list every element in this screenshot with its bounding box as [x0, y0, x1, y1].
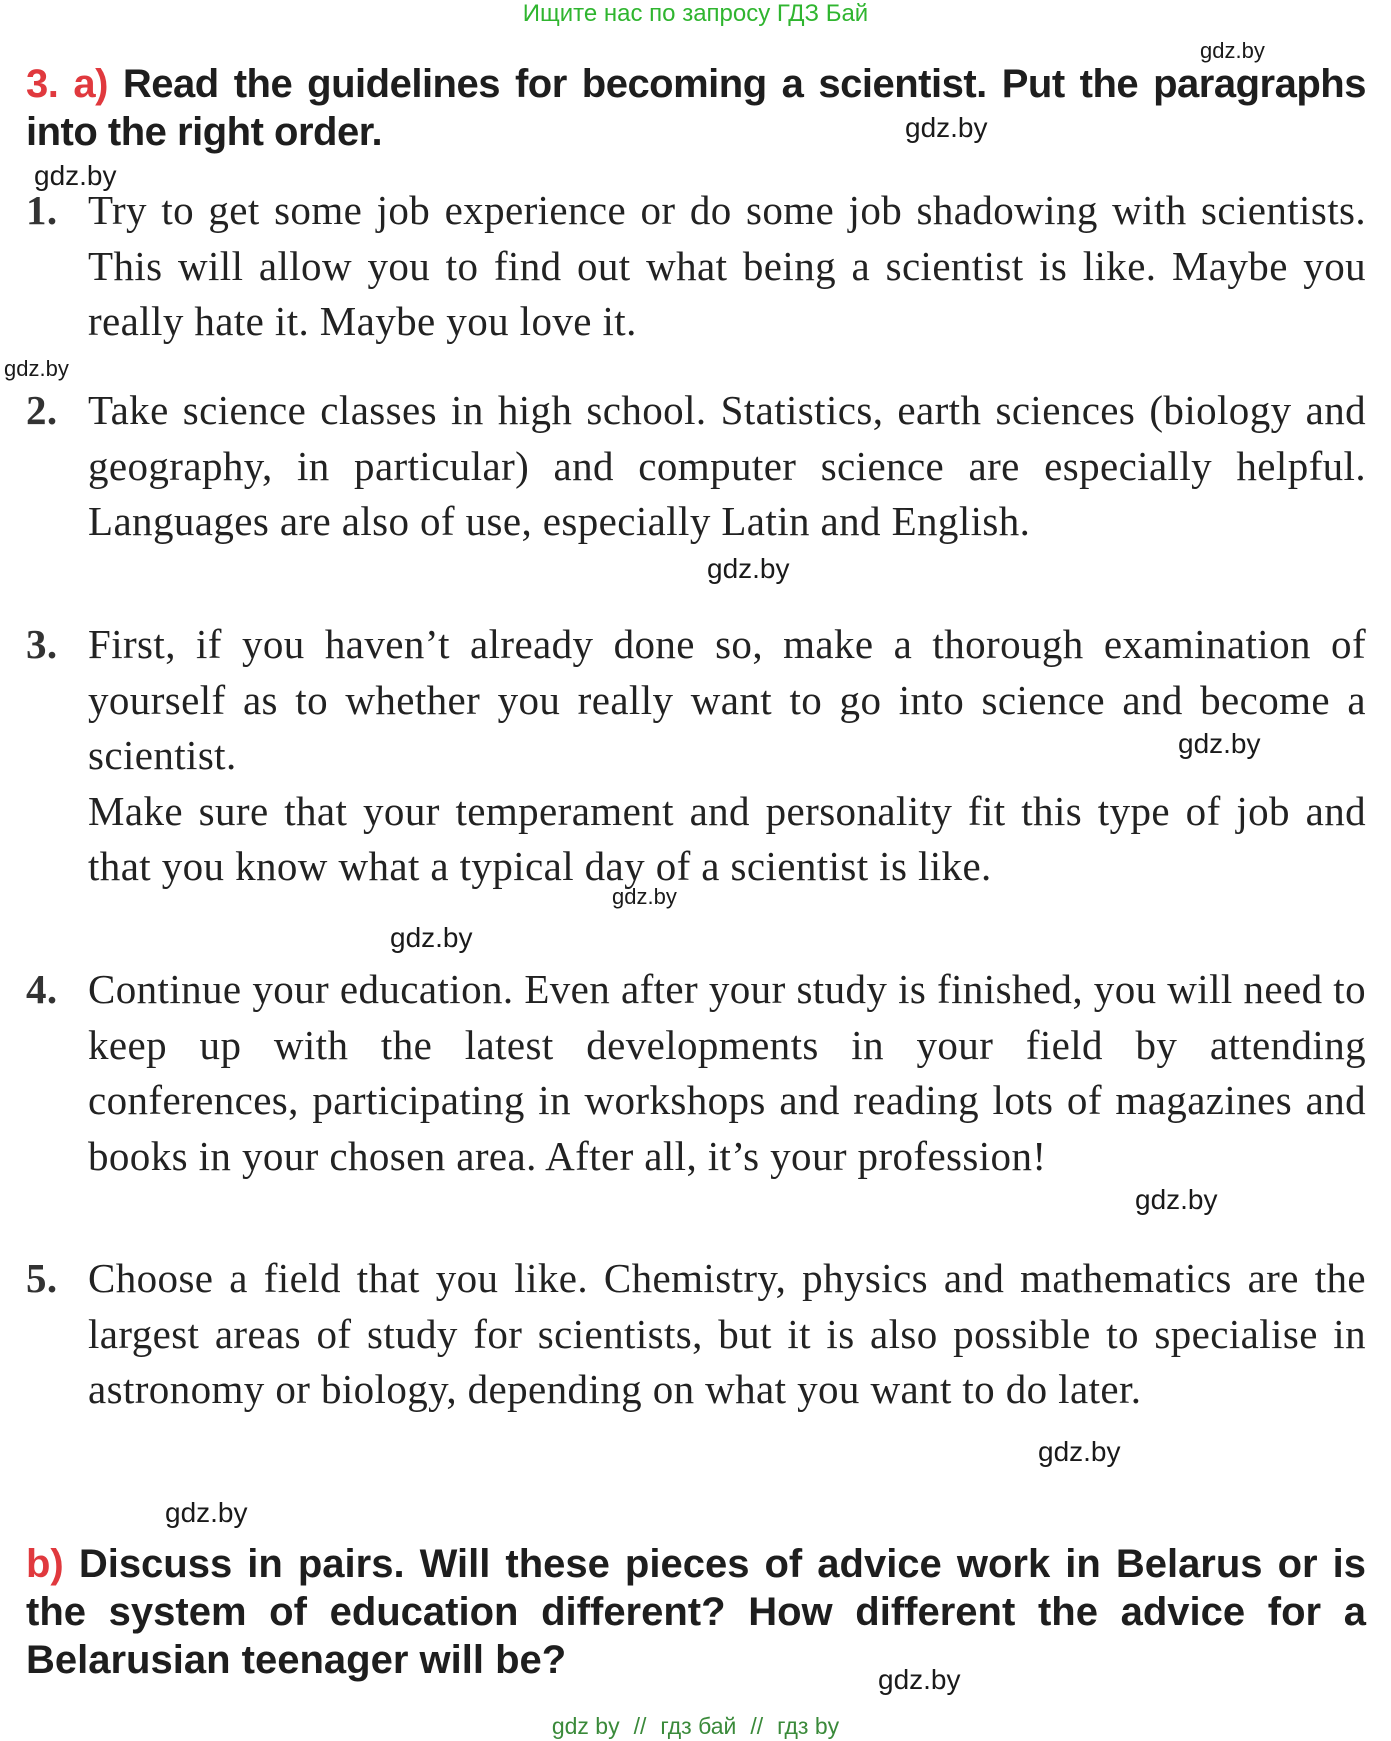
exercise-a-instruction: Read the guidelines for becoming a scientist. Put the paragraphs into the right order.	[26, 62, 1366, 154]
footer-link[interactable]: gdz by	[551, 1713, 620, 1739]
footer-separator: //	[750, 1713, 764, 1739]
footer-links	[0, 1712, 1391, 1740]
paragraph-text-continued: Make sure that your temperament and personality fit this type of job and that you know what a typical day of a scientist is like.	[88, 787, 1366, 890]
paragraph-text: Choose a field that you like. Chemistry, physics and mathematics are the largest areas of study for scientists, but it is also possible to specialise in astronomy or biology, depending on what you want to do later.	[88, 1255, 1366, 1413]
paragraph-3	[26, 617, 1366, 895]
exercise-b-letter: b)	[26, 1542, 64, 1586]
watermark: gdz.by	[878, 1664, 961, 1695]
watermark: gdz.by	[1038, 1436, 1121, 1467]
paragraph-number: 1.	[26, 187, 58, 233]
paragraph-number: 3.	[26, 621, 58, 667]
exercise-b-instruction: Discuss in pairs. Will these pieces of advice work in Belarus or is the system of education different? How different the advice for a Belarusian teenager will be?	[26, 1542, 1366, 1682]
watermark: gdz.by	[1200, 38, 1265, 63]
footer-link[interactable]: гдз бай	[660, 1713, 737, 1739]
watermark: gdz.by	[707, 553, 790, 584]
watermark: gdz.by	[1178, 728, 1261, 759]
watermark: gdz.by	[165, 1497, 248, 1528]
watermark: gdz.by	[34, 160, 117, 191]
watermark: gdz.by	[390, 922, 473, 953]
paragraph-4	[26, 962, 1366, 1184]
exercise-b-heading	[26, 1540, 1366, 1684]
paragraph-number: 4.	[26, 966, 58, 1012]
top-banner: Ищите нас по запросу ГДЗ Бай	[522, 0, 869, 27]
watermark: gdz.by	[4, 356, 69, 381]
exercise-number: 3.	[26, 62, 59, 106]
paragraph-2	[26, 383, 1366, 550]
paragraph-1	[26, 183, 1366, 350]
paragraph-number: 2.	[26, 387, 58, 433]
footer-link[interactable]: гдз by	[777, 1713, 840, 1739]
exercise-a-letter: a)	[73, 62, 108, 106]
exercise-a-heading	[26, 60, 1366, 156]
watermark: gdz.by	[1135, 1184, 1218, 1215]
footer-separator: //	[633, 1713, 647, 1739]
watermark: gdz.by	[905, 112, 988, 143]
paragraph-text: First, if you haven’t already done so, make a thorough examination of yourself as to whether you really want to go into science and become a scientist.	[88, 621, 1366, 779]
paragraph-text: Take science classes in high school. Statistics, earth sciences (biology and geography, in particular) and computer science are especially helpful. Languages are also of use, especially Latin and English.	[88, 387, 1366, 545]
watermark: gdz.by	[612, 884, 677, 909]
paragraph-number: 5.	[26, 1255, 58, 1301]
paragraph-5	[26, 1251, 1366, 1418]
paragraph-text: Try to get some job experience or do some job shadowing with scientists. This will allow you to find out what being a scientist is like. Maybe you really hate it. Maybe you love it.	[88, 187, 1366, 345]
paragraph-text: Continue your education. Even after your study is finished, you will need to keep up with the latest developments in your field by attending conferences, participating in workshops and reading lots of magazines and books in your chosen area. After all, it’s your profession!	[88, 966, 1366, 1179]
